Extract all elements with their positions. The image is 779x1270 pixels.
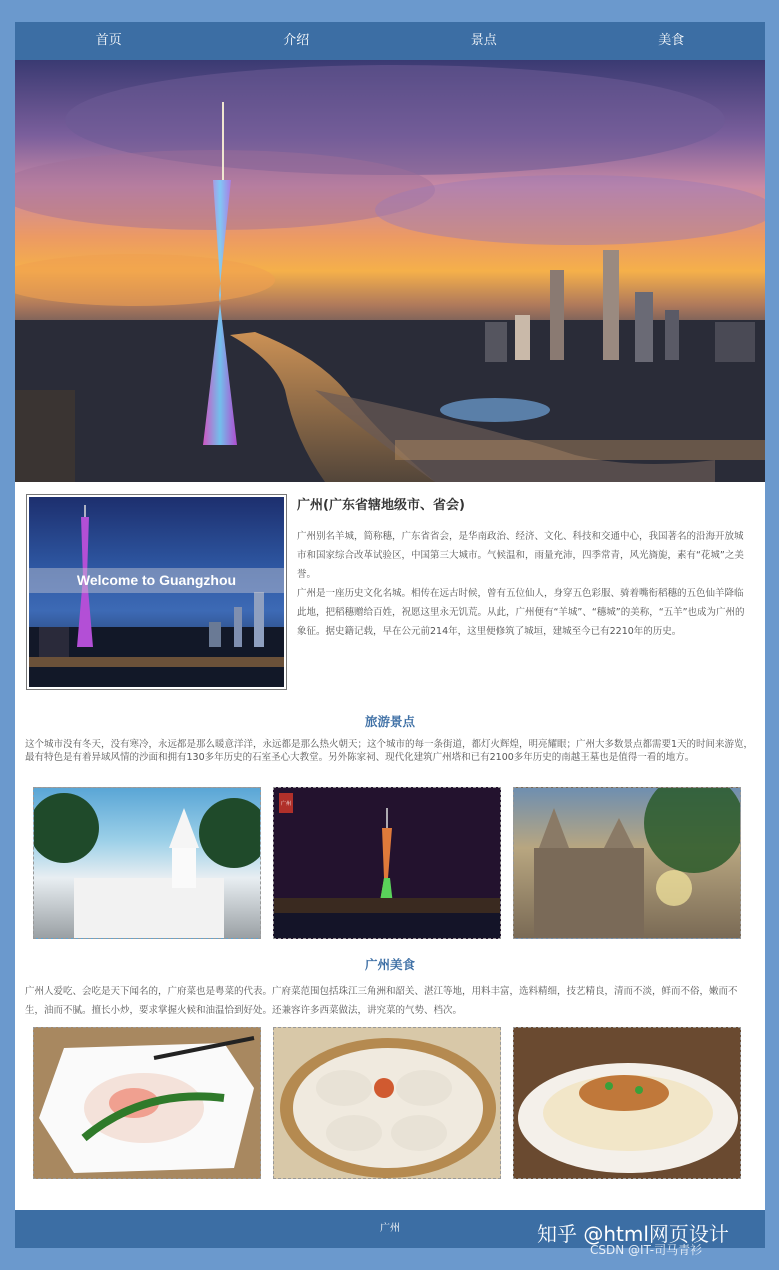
spots-section-text: 这个城市没有冬天，没有寒冷，永远都是那么暖意洋洋，永远都是那么热火朝天；这个城市的每一条街道，都灯火辉煌，明亮耀眼；广州大多数景点都需要1天的时间来游览，最有特色是有着异域风情的沙面和拥有130多年历史的石室圣心大教堂。另外陈家祠、现代化建筑广州塔和已有2100多年历史的南越王墓也是值得一看的地方。 (25, 739, 754, 763)
footer: 广州 (15, 1210, 765, 1248)
food-photo-shrimp-rice-roll (33, 1027, 261, 1179)
spot-photo-canton-tower (273, 787, 501, 939)
nav-item-spots[interactable]: 景点 (470, 33, 497, 48)
intro-image-frame (26, 494, 287, 690)
hero-banner-image (15, 60, 765, 482)
top-nav (15, 22, 765, 60)
nav-item-home[interactable]: 首页 (95, 33, 122, 48)
food-section-title: 广州美食 (364, 957, 415, 972)
nav-item-intro[interactable]: 介绍 (283, 33, 310, 48)
intro-text-block (297, 494, 751, 641)
spot-photo-cathedral (33, 787, 261, 939)
intro-paragraph-2: 广州是一座历史文化名城。相传在远古时候，曾有五位仙人，身穿五色彩服、骑着嘴衔稻穗的五色仙羊降临此地，把稻穗赠给百姓，祝愿这里永无饥荒。从此，广州便有“羊城”、“穗城”的美称，“五羊”也成为广州的象征。据史籍记载，早在公元前214年，这里便修筑了城垣，建城至今已有2210年的历史。 (297, 588, 745, 637)
food-photo-rice-noodle-roll (513, 1027, 741, 1179)
spots-section-title: 旅游景点 (364, 714, 415, 729)
intro-paragraph-1: 广州别名羊城，简称穗，广东省省会，是华南政治、经济、文化、科技和交通中心，我国著名的沿海开放城市和国家综合改革试验区，中国第三大城市。气候温和，雨量充沛，四季常青，风光旖旎，素有“花城”之美誉。 (297, 531, 744, 580)
food-section-text: 广州人爱吃、会吃是天下闻名的，广府菜也是粤菜的代表。广府菜范围包括珠江三角洲和韶关、湛江等地，用料丰富，选料精细，技艺精良，清而不淡，鲜而不俗，嫩而不生，油而不腻。擅长小炒，要求掌握火候和油温恰到好处。还兼容许多西菜做法，讲究菜的气势、档次。 (25, 986, 738, 1016)
page-container (15, 22, 765, 1248)
watermark-csdn: CSDN @IT-司马青衫 (590, 1243, 703, 1257)
food-photo-har-gow (273, 1027, 501, 1179)
nav-item-food[interactable]: 美食 (658, 33, 685, 48)
welcome-caption: Welcome to Guangzhou (29, 568, 284, 593)
watermark-zhihu: 知乎 @html网页设计 (537, 1222, 729, 1246)
spot-photo-church-tower (513, 787, 741, 939)
intro-title: 广州(广东省辖地级市、省会) (297, 498, 465, 513)
guangzhou-night-image (29, 497, 284, 687)
spot-photo-badge: 广州 (280, 801, 292, 807)
